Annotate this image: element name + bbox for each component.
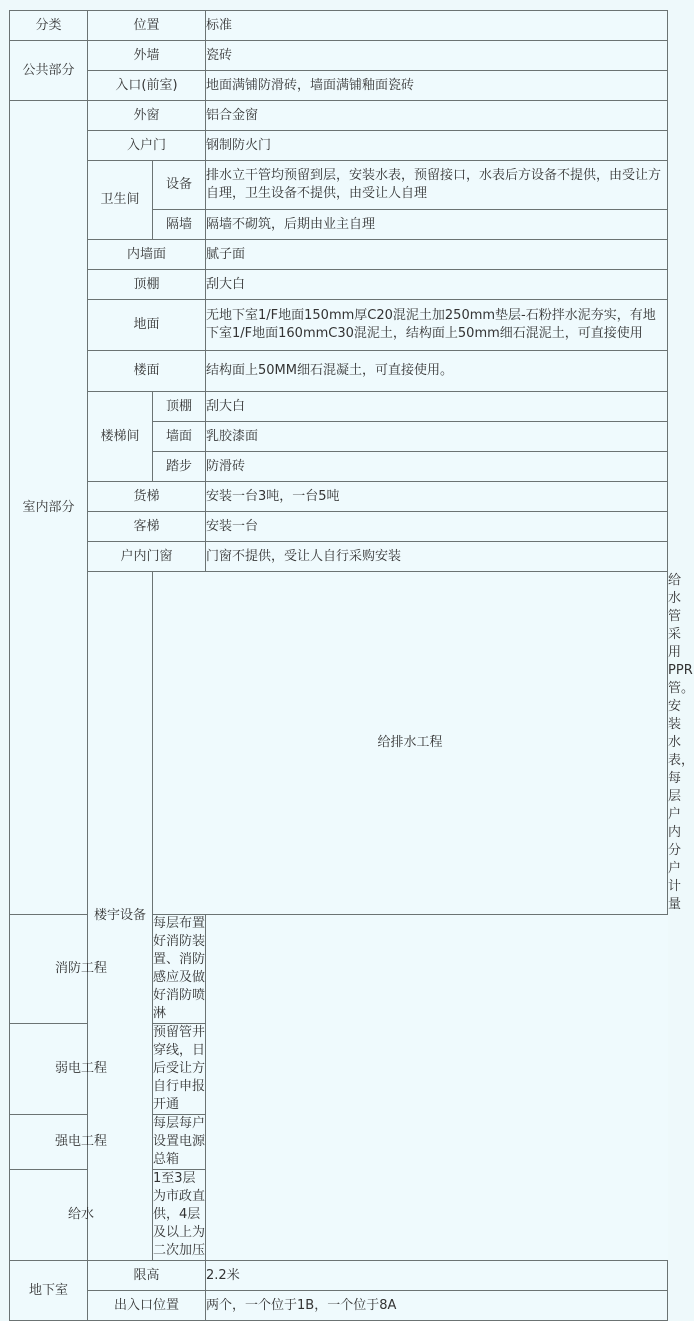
location-cell: 消防工程 (10, 915, 153, 1024)
table-row (10, 1170, 668, 1261)
table-row (10, 512, 668, 542)
location-cell: 内墙面 (88, 240, 206, 270)
standard-cell: 预留管井穿线，日后受让方自行申报开通 (153, 1024, 206, 1115)
standard-cell: 刮大白 (206, 392, 668, 422)
location-cell: 顶棚 (88, 270, 206, 300)
table-row (10, 101, 668, 131)
location-cell: 楼面 (88, 351, 206, 392)
location-cell: 限高 (88, 1261, 206, 1291)
location-cell: 踏步 (153, 452, 206, 482)
standard-cell: 防滑砖 (206, 452, 668, 482)
table-row (10, 542, 668, 572)
table-row (10, 915, 668, 1024)
table-row (10, 240, 668, 270)
location-cell: 给水 (10, 1170, 153, 1261)
table-row (10, 1261, 668, 1291)
location-cell: 墙面 (153, 422, 206, 452)
standard-cell: 腻子面 (206, 240, 668, 270)
location-cell: 地面 (88, 300, 206, 351)
standard-cell: 2.2米 (206, 1261, 668, 1291)
standard-cell: 瓷砖 (206, 41, 668, 71)
header-standard: 标准 (206, 11, 668, 41)
category-indoor: 室内部分 (10, 101, 88, 915)
standard-cell: 铝合金窗 (206, 101, 668, 131)
standard-cell: 刮大白 (206, 270, 668, 300)
location-cell: 外窗 (88, 101, 206, 131)
standard-cell: 排水立干管均预留到层，安装水表，预留接口，水表后方设备不提供，由受让方自理，卫生设备不提供，由受让人自理 (206, 161, 668, 210)
standard-cell: 安装一台 (206, 512, 668, 542)
table-row (10, 131, 668, 161)
location-cell: 出入口位置 (88, 1291, 206, 1321)
header-location: 位置 (88, 11, 206, 41)
table-row (10, 300, 668, 351)
location-cell: 户内门窗 (88, 542, 206, 572)
standard-cell: 地面满铺防滑砖，墙面满铺釉面瓷砖 (206, 71, 668, 101)
table-header-row (10, 11, 668, 41)
location-cell: 弱电工程 (10, 1024, 153, 1115)
table-row (10, 1291, 668, 1321)
location-cell: 货梯 (88, 482, 206, 512)
standard-cell: 隔墙不砌筑，后期由业主自理 (206, 210, 668, 240)
table-row (10, 1024, 668, 1115)
table-row (10, 161, 668, 210)
table-row (10, 41, 668, 71)
table-row (10, 1115, 668, 1170)
location-cell: 入口(前室) (88, 71, 206, 101)
table-row (10, 351, 668, 392)
subgroup-bathroom: 卫生间 (88, 161, 153, 240)
location-cell: 隔墙 (153, 210, 206, 240)
category-building-equipment: 楼宇设备 (88, 572, 153, 1261)
location-cell: 顶棚 (153, 392, 206, 422)
category-public: 公共部分 (10, 41, 88, 101)
table-row (10, 482, 668, 512)
standard-cell: 每层每户设置电源总箱 (153, 1115, 206, 1170)
table-row (10, 71, 668, 101)
standard-cell: 两个，一个位于1B，一个位于8A (206, 1291, 668, 1321)
standard-cell: 1至3层为市政直供，4层及以上为二次加压 (153, 1170, 206, 1261)
table-row (10, 392, 668, 422)
location-cell: 入户门 (88, 131, 206, 161)
location-cell: 外墙 (88, 41, 206, 71)
specification-table (9, 10, 694, 1321)
table-row: 楼宇设备 给排水工程 给水管采用PPR管。安装水表，每层户内分户计量 (10, 572, 668, 915)
standard-cell: 门窗不提供，受让人自行采购安装 (206, 542, 668, 572)
location-cell: 强电工程 (10, 1115, 153, 1170)
header-category: 分类 (10, 11, 88, 41)
standard-cell: 每层布置好消防装置、消防感应及做好消防喷淋 (153, 915, 206, 1024)
standard-cell: 钢制防火门 (206, 131, 668, 161)
category-basement: 地下室 (10, 1261, 88, 1321)
location-cell: 给排水工程 (153, 572, 668, 915)
standard-cell: 安装一台3吨，一台5吨 (206, 482, 668, 512)
standard-cell: 结构面上50MM细石混凝土，可直接使用。 (206, 351, 668, 392)
location-cell: 客梯 (88, 512, 206, 542)
subgroup-stairwell: 楼梯间 (88, 392, 153, 482)
standard-cell: 无地下室1/F地面150mm厚C20混泥土加250mm垫层-石粉拌水泥夯实，有地下室1/F地面160mmC30混泥土，结构面上50mm细石混泥土，可直接使用 (206, 300, 668, 351)
standard-cell: 乳胶漆面 (206, 422, 668, 452)
location-cell: 设备 (153, 161, 206, 210)
table-row (10, 270, 668, 300)
